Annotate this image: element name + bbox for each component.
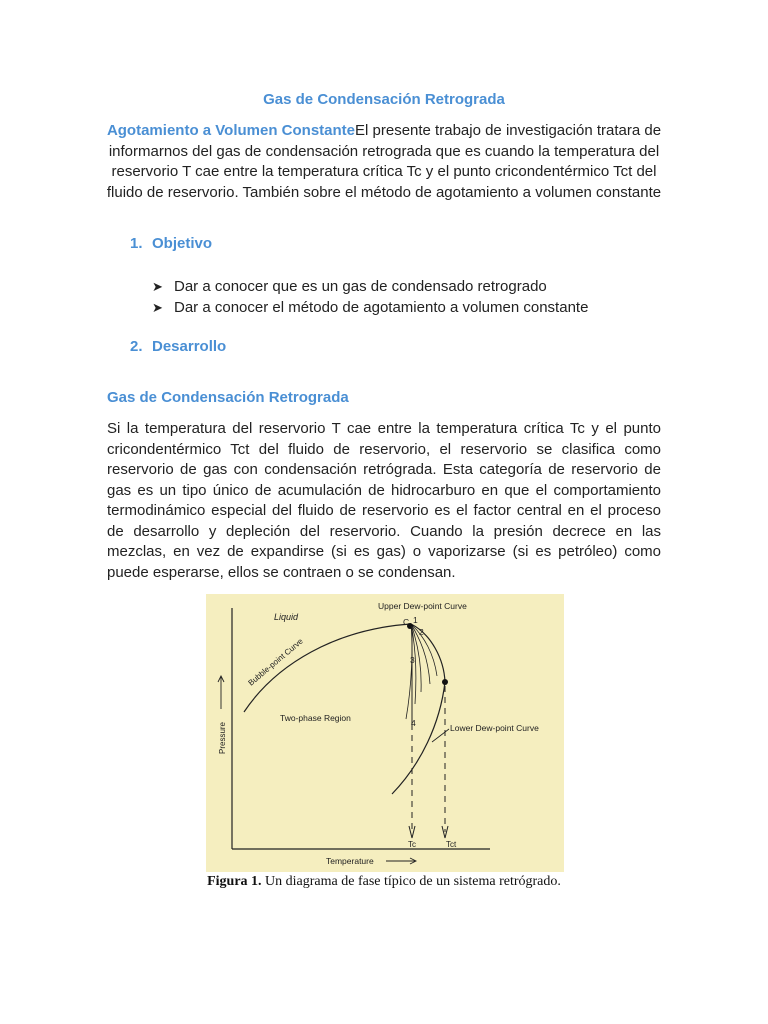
intro-text: El presente trabajo de investigación tratara de informarnos del gas de condensación retrograda que es cuando la temperatura del reservorio T cae entre la temperatura crítica Tc y el punto cricondentérmico Tct del fluido de reservorio. También sobre el método de agotamiento a volumen constante	[106, 122, 662, 201]
subsection-title: Gas de Condensación Retrograda	[107, 389, 349, 406]
caption-text: Un diagrama de fase típico de un sistema retrógrado.	[261, 874, 561, 889]
list-item-text: Dar a conocer el método de agotamiento a volumen constante	[174, 299, 589, 316]
section-number: 1.	[130, 235, 143, 252]
phase-diagram-figure	[206, 594, 564, 872]
arrow-bullet-icon: ➤	[152, 279, 163, 294]
section-title: Objetivo	[152, 235, 213, 252]
label-point-3: 3	[410, 655, 415, 665]
caption-label: Figura 1.	[207, 874, 262, 889]
section-heading-objetivo	[130, 235, 212, 252]
label-point-2: 2	[419, 627, 424, 637]
label-c: C	[403, 617, 410, 627]
label-bubble-point: Bubble-point Curve	[246, 636, 305, 688]
label-upper-dew: Upper Dew-point Curve	[378, 601, 467, 611]
figure-caption	[0, 874, 768, 890]
label-liquid: Liquid	[274, 612, 299, 622]
label-tct: Tct	[446, 840, 457, 849]
cricondentherm-point	[442, 679, 448, 685]
label-two-phase: Two-phase Region	[280, 713, 351, 723]
phase-diagram	[206, 594, 564, 872]
section-heading-desarrollo	[130, 338, 226, 355]
intro-paragraph	[100, 121, 668, 203]
label-tc: Tc	[408, 840, 416, 849]
intro-label: Agotamiento a Volumen Constante	[106, 122, 356, 139]
label-point-4: 4	[411, 718, 416, 728]
pressure-arrow-icon	[218, 676, 224, 709]
label-pressure: Pressure	[218, 721, 227, 754]
document-title: Gas de Condensación Retrograda	[263, 91, 505, 108]
list-item-text: Dar a conocer que es un gas de condensado retrogrado	[174, 278, 547, 295]
temperature-arrow-icon	[386, 858, 416, 864]
list-item	[152, 297, 588, 318]
section-number: 2.	[130, 338, 143, 355]
label-point-1: 1	[413, 615, 418, 625]
section-title: Desarrollo	[152, 338, 227, 355]
quality-line	[406, 624, 412, 719]
lower-dew-pointer	[432, 729, 449, 742]
body-paragraph: Si la temperatura del reservorio T cae entre la temperatura crítica Tc y el punto cricondentérmico Tct del fluido de reservorio, el reservorio se clasifica como reservorio de gas con condensación retrógrada. Esta categoría de reservorio de gas es un tipo único de acumulación de hidrocarburo en que el comportamiento termodinámico especial del fluido de reservorio es el factor central en el proceso de desarrollo y depleción del reservorio. Cuando la presión decrece en las mezclas, en vez de expandirse (si es gas) o vaporizarse (si es petróleo) como puede esperarse, ellos se contraen o se condensan.	[107, 420, 661, 581]
objective-list	[152, 276, 588, 318]
list-item	[152, 276, 588, 297]
label-temperature: Temperature	[326, 856, 374, 866]
label-lower-dew: Lower Dew-point Curve	[450, 723, 539, 733]
arrow-bullet-icon: ➤	[152, 300, 163, 315]
